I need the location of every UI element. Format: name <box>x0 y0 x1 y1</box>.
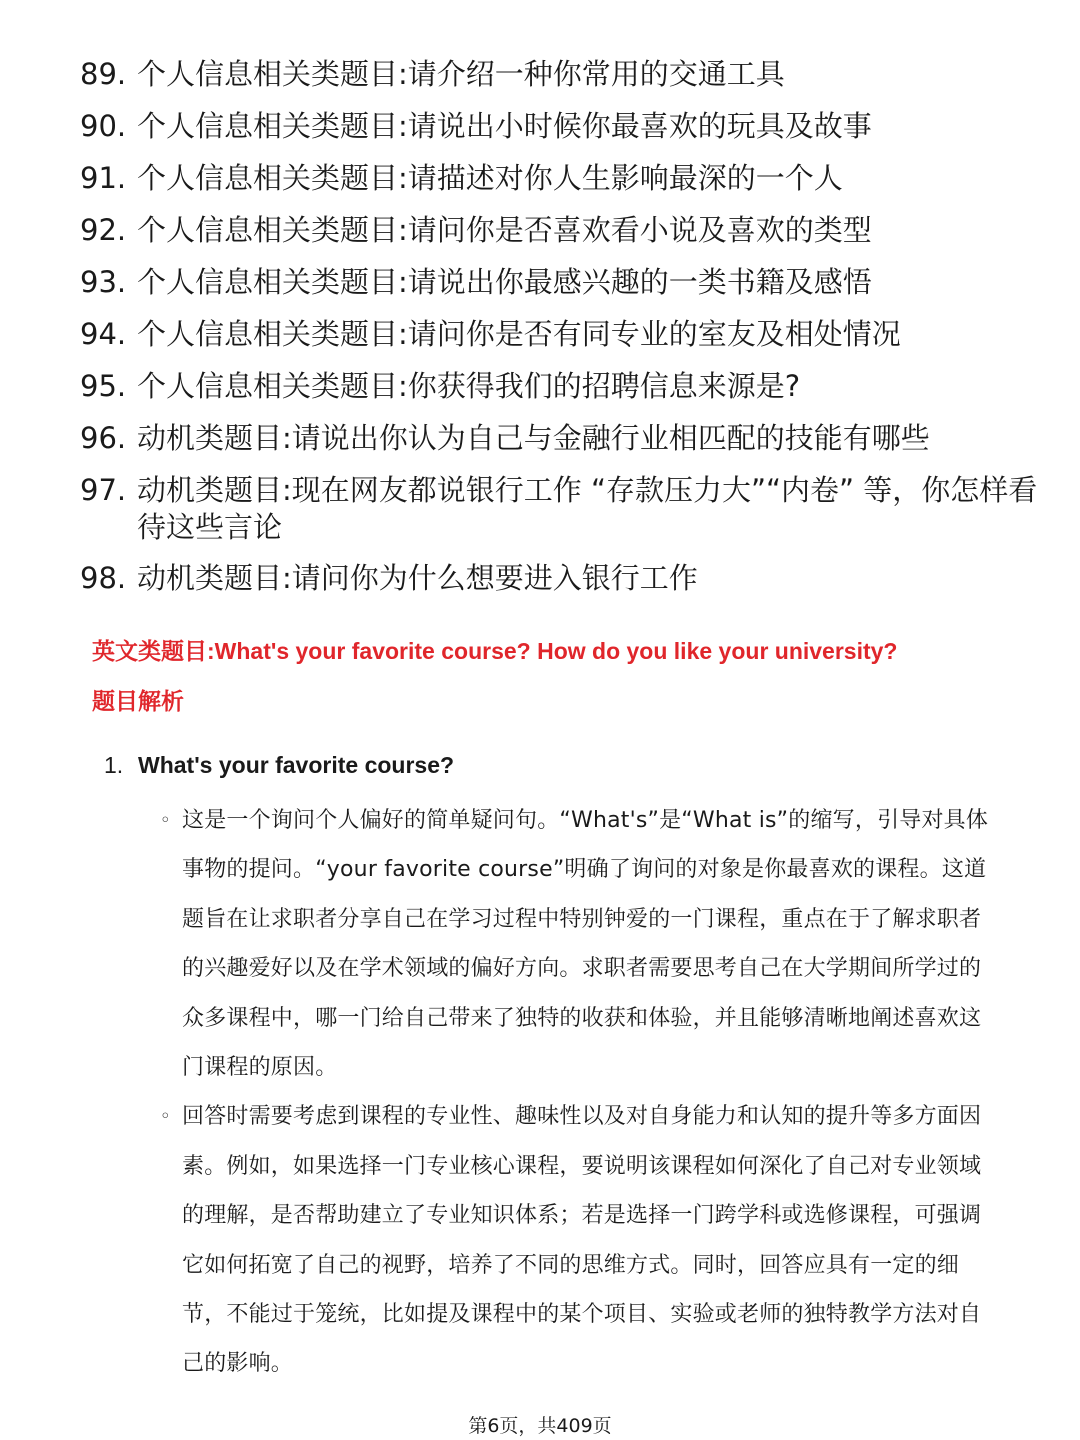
sub-question-text: What's your favorite course? <box>138 752 455 778</box>
sub-question <box>104 750 454 780</box>
bullet-circle-icon: ◦ <box>160 1106 171 1128</box>
list-item <box>80 368 1040 405</box>
page-footer: 第6页，共409页 <box>468 1415 612 1437</box>
list-item <box>80 560 1040 597</box>
item-text: 个人信息相关类题目:请说出小时候你最喜欢的玩具及故事 <box>137 109 872 143</box>
list-item <box>80 108 1040 145</box>
item-text: 动机类题目:现在网友都说银行工作 “存款压力大”“内卷” 等，你怎样看待这些言论 <box>137 473 1038 544</box>
item-text: 动机类题目:请问你为什么想要进入银行工作 <box>137 561 698 595</box>
bullet-item <box>160 796 990 1092</box>
item-number: 91. <box>80 161 127 195</box>
bullet-list <box>160 796 990 1389</box>
item-text: 动机类题目:请说出你认为自己与金融行业相匹配的技能有哪些 <box>137 421 930 455</box>
list-item <box>80 212 1040 249</box>
item-text: 个人信息相关类题目:请描述对你人生影响最深的一个人 <box>137 161 843 195</box>
item-number: 94. <box>80 317 127 351</box>
bullet-text: 回答时需要考虑到课程的专业性、趣味性以及对自身能力和认知的提升等多方面因素。例如，如果选择一门专业核心课程，要说明该课程如何深化了自己对专业领域的理解，是否帮助建立了专业知识体系；若是选择一门跨学科或选修课程，可强调它如何拓宽了自己的视野，培养了不同的思维方式。同时，回答应具有一定的细节，不能过于笼统，比如提及课程中的某个项目、实验或老师的独特教学方法对自己的影响。 <box>182 1104 982 1377</box>
item-number: 93. <box>80 265 127 299</box>
item-number: 98. <box>80 561 127 595</box>
list-item <box>80 420 1040 457</box>
bullet-item <box>160 1092 990 1388</box>
item-text: 个人信息相关类题目:请介绍一种你常用的交通工具 <box>137 57 785 91</box>
item-text: 个人信息相关类题目:请说出你最感兴趣的一类书籍及感悟 <box>137 265 872 299</box>
item-number: 92. <box>80 213 127 247</box>
bullet-text: 这是一个询问个人偏好的简单疑问句。“What's”是“What is”的缩写，引导对具体事物的提问。“your favorite course”明确了询问的对象是你最喜欢的课程。这道题旨在让求职者分享自己在学习过程中特别钟爱的一门课程，重点在于了解求职者的兴趣爱好以及在学术领域的偏好方向。求职者需要思考自己在大学期间所学过的众多课程中，哪一门给自己带来了独特的收获和体验，并且能够清晰地阐述喜欢这门课程的原因。 <box>182 808 989 1081</box>
analysis-title: 题目解析 <box>92 688 184 714</box>
list-item <box>80 56 1040 93</box>
list-item <box>80 264 1040 301</box>
item-number: 97. <box>80 473 127 507</box>
bullet-circle-icon: ◦ <box>160 810 171 831</box>
item-text: 个人信息相关类题目:你获得我们的招聘信息来源是? <box>137 369 801 403</box>
list-item <box>80 160 1040 197</box>
sub-question-number: 1. <box>104 752 124 778</box>
list-item <box>80 316 1040 353</box>
list-item <box>80 472 1040 546</box>
question-list <box>80 56 1040 612</box>
item-number: 90. <box>80 109 127 143</box>
item-number: 95. <box>80 369 127 403</box>
english-section-title: 英文类题目:What's your favorite course? How do you like your university? <box>92 638 898 664</box>
item-text: 个人信息相关类题目:请问你是否喜欢看小说及喜欢的类型 <box>137 213 872 247</box>
item-number: 96. <box>80 421 127 455</box>
item-number: 89. <box>80 57 127 91</box>
item-text: 个人信息相关类题目:请问你是否有同专业的室友及相处情况 <box>137 317 901 351</box>
